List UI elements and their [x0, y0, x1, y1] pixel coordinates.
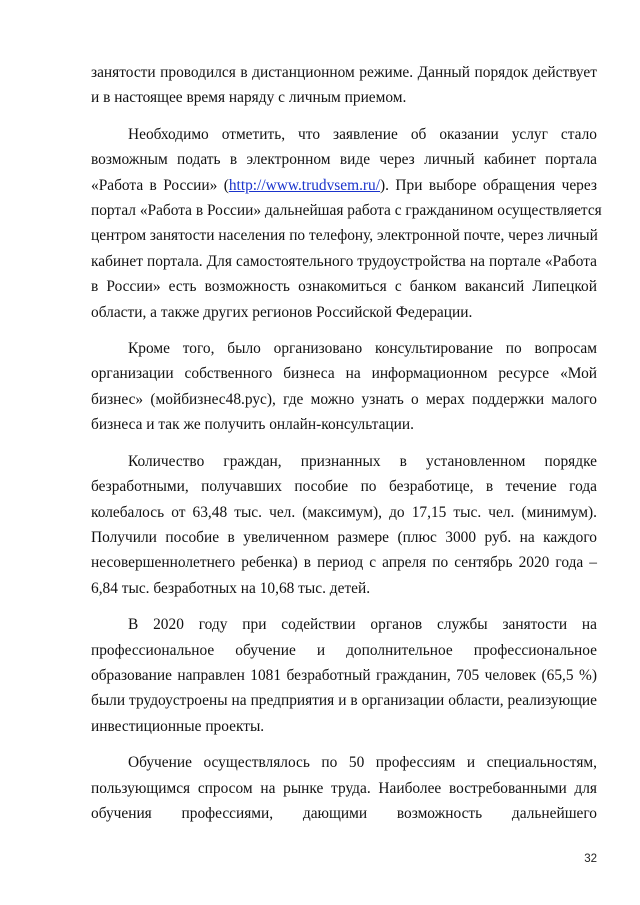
- text-line: 6,84 тыс. безработных на 10,68 тыс. детей.: [91, 579, 371, 597]
- text-line: В 2020 году при содействии органов службы занятости на: [128, 616, 597, 634]
- paragraph-6: [91, 750, 597, 826]
- document-page: [91, 60, 602, 837]
- text-line: Кроме того, было организовано консультирование по вопросам: [128, 340, 597, 358]
- paragraph-2: [91, 122, 602, 325]
- paragraph-4: [91, 449, 597, 601]
- text-line: образование направлен 1081 безработный гражданин, 705 человек (65,5 %): [91, 666, 597, 684]
- text-line: Получили пособие в увеличенном размере (плюс 3000 руб. на каждого: [91, 528, 597, 546]
- text-line: Необходимо отметить, что заявление об оказании услуг стало: [128, 125, 597, 143]
- text-line: центром занятости населения по телефону, электронной почте, через личный: [91, 227, 598, 245]
- paragraph-5: [91, 612, 597, 739]
- text-line: портал «Работа в России» дальнейшая работа с гражданином осуществляется: [91, 202, 602, 220]
- text-line: бизнеса и так же получить онлайн-консультации.: [91, 416, 414, 434]
- text-line: инвестиционные проекты.: [91, 717, 265, 735]
- text-segment: ). При выборе обращения через: [380, 176, 597, 194]
- text-line: безработными, получавших пособие по безработице, в течение года: [91, 478, 597, 496]
- text-line: и в настоящее время наряду с личным приемом.: [91, 89, 407, 107]
- text-line: пользующимся спросом на рынке труда. Наиболее востребованными для: [91, 779, 597, 797]
- text-line: возможным подать в электронном виде через личный кабинет портала: [91, 151, 597, 169]
- text-line: области, а также других регионов Российской Федерации.: [91, 303, 473, 321]
- text-line: Обучение осуществлялось по 50 профессиям и специальностям,: [128, 754, 597, 772]
- text-line-with-link: [91, 173, 597, 198]
- text-line: несовершеннолетнего ребенка) в период с апреля по сентябрь 2020 года –: [91, 554, 597, 572]
- text-line: кабинет портала. Для самостоятельного трудоустройства на портале «Работа: [91, 252, 597, 270]
- page-number: 32: [584, 853, 597, 865]
- trudvsem-link[interactable]: http://www.trudvsem.ru/: [228, 176, 381, 194]
- text-line: обучения профессиями, дающими возможность дальнейшего: [91, 804, 597, 822]
- text-line: бизнес» (мойбизнес48.рус), где можно узнать о мерах поддержки малого: [91, 390, 597, 408]
- text-line: колебалось от 63,48 тыс. чел. (максимум), до 17,15 тыс. чел. (минимум).: [91, 503, 597, 521]
- text-line: Количество граждан, признанных в установленном порядке: [128, 452, 597, 470]
- paragraph-1: [91, 60, 597, 111]
- text-line: организации собственного бизнеса на информационном ресурсе «Мой: [91, 365, 597, 383]
- paragraph-3: [91, 336, 597, 438]
- text-line: профессиональное обучение и дополнительное профессиональное: [91, 641, 597, 659]
- text-line: в России» есть возможность ознакомиться с банком вакансий Липецкой: [91, 278, 597, 296]
- text-line: были трудоустроены на предприятия и в организации области, реализующие: [91, 692, 597, 710]
- text-line: занятости проводился в дистанционном режиме. Данный порядок действует: [91, 64, 597, 81]
- text-segment: «Работа в России» (: [91, 176, 229, 194]
